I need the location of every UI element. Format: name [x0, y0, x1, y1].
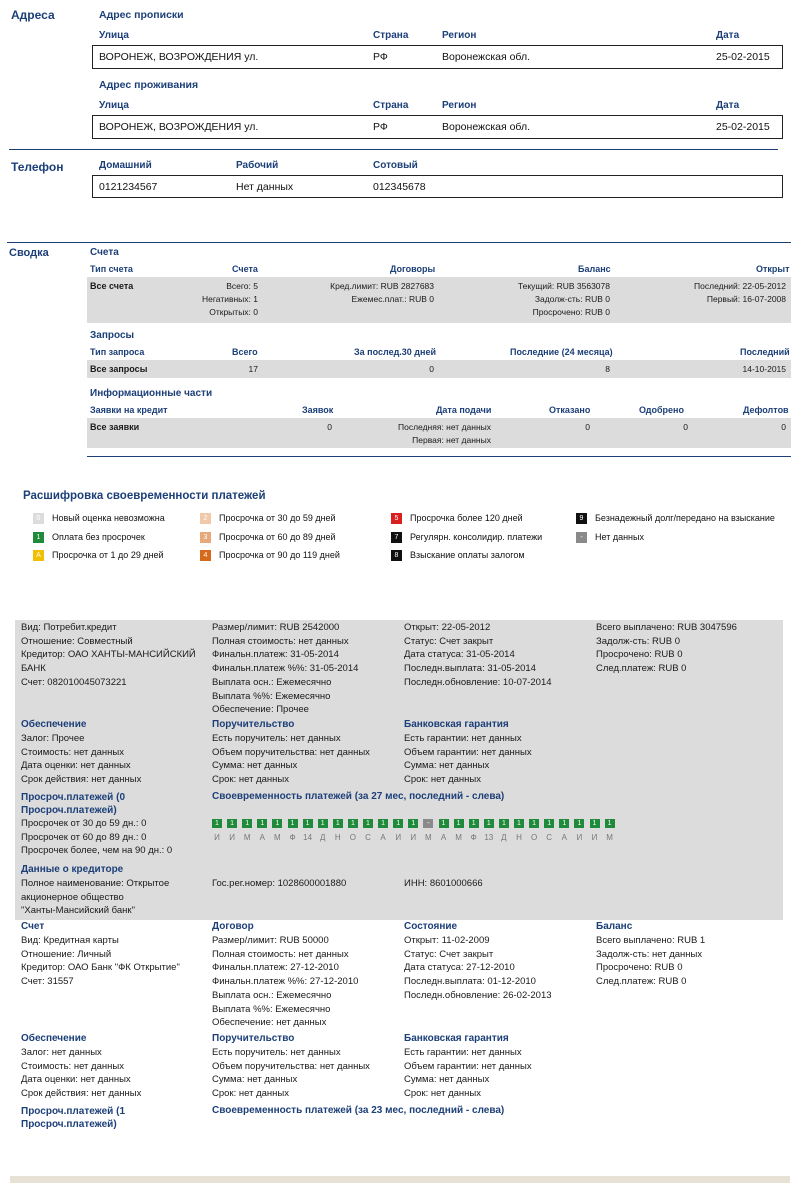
creditor-inn: ИНН: 8601000666	[404, 878, 483, 889]
info-defaults-header: Дефолтов	[743, 405, 789, 415]
payment-month-label: Ф	[289, 833, 296, 842]
legend-title: Расшифровка своевременности платежей	[23, 490, 266, 502]
payment-month-label: М	[425, 833, 432, 842]
overdue-line: Просрочек более, чем на 90 дн.: 0	[21, 845, 173, 857]
collateral-line: Срок действия: нет данных	[21, 774, 142, 786]
phone-mobile: 012345678	[373, 181, 426, 193]
phone-mobile-header: Сотовый	[373, 160, 418, 171]
legend-code-box: 5	[391, 513, 402, 524]
surety-line: Есть поручитель: нет данных	[212, 1047, 341, 1058]
account2-contract: Выплата %%: Ежемесячно	[212, 1003, 331, 1015]
guarantee-title: Банковская гарантия	[404, 719, 509, 730]
account2-contract: Обеспечение: нет данных	[212, 1017, 327, 1029]
payment-status-cell: 1	[272, 819, 282, 828]
payment-status-cell: 1	[544, 819, 554, 828]
account1-contract: Обеспечение: Прочее	[212, 704, 309, 716]
account2-detail: Отношение: Личный	[21, 948, 112, 960]
info-row-label: Все заявки	[90, 422, 140, 432]
account2-balance: Просрочено: RUB 0	[596, 962, 683, 974]
account1-detail: Кредитор: ОАО ХАНТЫ-МАНСИЙСКИЙ	[21, 649, 196, 661]
account1-detail: Вид: Потребит.кредит	[21, 622, 117, 633]
collateral-line: Срок действия: нет данных	[21, 1088, 142, 1100]
payment-month-label: С	[546, 833, 553, 842]
info-approved-header: Одобрено	[639, 405, 684, 415]
payment-month-label: О	[530, 833, 538, 842]
payment-month-label: М	[606, 833, 613, 842]
payment-month-label: М	[274, 833, 281, 842]
collateral-title: Обеспечение	[21, 719, 87, 730]
guarantee-line: Сумма: нет данных	[404, 1074, 490, 1086]
info-defaults: 0	[781, 422, 786, 432]
payment-month-label: М	[455, 833, 462, 842]
account2-state: Последн.выплата: 01-12-2010	[404, 976, 536, 988]
phone-section-title: Телефон	[11, 160, 64, 174]
legend-code-box: 0	[33, 513, 44, 524]
acc-open: Открытых: 0	[209, 307, 258, 317]
account1-contract: Финальн.платеж %%: 31-05-2014	[212, 663, 359, 675]
guarantee-title: Банковская гарантия	[404, 1033, 509, 1044]
info-approved: 0	[683, 422, 688, 432]
collateral-line: Дата оценки: нет данных	[21, 760, 131, 772]
account1-state: Последн.обновление: 10-07-2014	[404, 676, 552, 688]
payment-month-label: И	[591, 833, 598, 842]
legend-code-box: 8	[391, 550, 402, 561]
req-last30: 0	[429, 364, 434, 374]
account2-detail: Кредитор: ОАО Банк "ФК Открытие"	[21, 962, 180, 974]
legend-label: Просрочка от 60 до 89 дней	[219, 532, 336, 542]
reg-date-header: Дата	[716, 30, 740, 41]
surety-line: Есть поручитель: нет данных	[212, 733, 341, 744]
info-last-date: Последняя: нет данных	[398, 422, 491, 432]
payment-month-label: Н	[334, 833, 341, 842]
payment-status-cell: 1	[257, 819, 267, 828]
account2-contract: Финальн.платеж: 27-12-2010	[212, 962, 339, 974]
reg-street: ВОРОНЕЖ, ВОЗРОЖДЕНИЯ ул.	[99, 51, 259, 63]
account1-contract: Размер/лимит: RUB 2542000	[212, 622, 340, 633]
account2-balance: След.платеж: RUB 0	[596, 976, 687, 988]
surety-title: Поручительство	[212, 719, 295, 730]
phone-work-header: Рабочий	[236, 160, 279, 171]
account2-detail: Вид: Кредитная карты	[21, 935, 119, 946]
collateral-line: Залог: Прочее	[21, 733, 85, 744]
payment-status-cell: 1	[408, 819, 418, 828]
surety-line: Объем поручительства: нет данных	[212, 746, 370, 758]
acc-overdue: Просрочено: RUB 0	[532, 307, 610, 317]
account2-state: Статус: Счет закрыт	[404, 948, 494, 960]
legend-label: Взыскание оплаты залогом	[410, 550, 525, 560]
payment-status-cell: 1	[227, 819, 237, 828]
payment-month-label: А	[259, 833, 265, 842]
legend-label: Новый оценка невозможна	[52, 513, 165, 523]
account2-balance: Всего выплачено: RUB 1	[596, 935, 706, 946]
timeliness-title: Своевременность платежей (за 23 мес, последний - слева)	[212, 1105, 505, 1116]
collateral-line: Стоимость: нет данных	[21, 746, 124, 758]
creditor-title: Данные о кредиторе	[21, 864, 124, 875]
payment-status-cell: 1	[484, 819, 494, 828]
legend-code-box: 7	[391, 532, 402, 543]
res-country: РФ	[373, 121, 388, 133]
guarantee-line: Срок: нет данных	[404, 774, 481, 786]
res-region: Воронежская обл.	[442, 121, 531, 133]
req-type-header: Тип запроса	[90, 347, 145, 357]
account2-contract: Финальн.платеж %%: 27-12-2010	[212, 976, 359, 988]
acc-first: Первый: 16-07-2008	[706, 294, 786, 304]
residence-address-title: Адрес проживания	[99, 79, 199, 91]
balance-header: Баланс	[596, 921, 633, 932]
account1-balance: След.платеж: RUB 0	[596, 663, 687, 675]
reg-street-header: Улица	[99, 30, 129, 41]
summary-section-title: Сводка	[9, 247, 49, 259]
acc-total: Всего: 5	[226, 281, 258, 291]
res-region-header: Регион	[442, 100, 477, 111]
payment-status-cell: 1	[242, 819, 252, 828]
creditor-name-line: "Ханты-Мансийский банк"	[21, 905, 135, 917]
info-rejected: 0	[585, 422, 590, 432]
payment-month-label: Д	[501, 833, 507, 842]
payment-month-label: А	[380, 833, 386, 842]
legend-label: Безнадежный долг/передано на взыскание	[595, 513, 775, 523]
reg-country-header: Страна	[373, 30, 409, 41]
account2-detail: Счет: 31557	[21, 976, 74, 988]
account1-detail: Счет: 082010045073221	[21, 676, 127, 688]
payment-status-cell: 1	[393, 819, 403, 828]
payment-month-label: А	[561, 833, 567, 842]
payment-status-cell: 1	[590, 819, 600, 828]
reg-date: 25-02-2015	[716, 51, 770, 63]
account1-balance: Просрочено: RUB 0	[596, 649, 683, 661]
contract-header: Договор	[212, 921, 254, 932]
footer-strip	[10, 1176, 790, 1183]
reg-region-header: Регион	[442, 30, 477, 41]
surety-line: Срок: нет данных	[212, 774, 289, 786]
acc-accounts-header: Счета	[232, 264, 258, 274]
info-count-header: Заявок	[302, 405, 334, 415]
collateral-line: Дата оценки: нет данных	[21, 1074, 131, 1086]
requests-row-label: Все запросы	[90, 364, 148, 374]
legend-code-box: 9	[576, 513, 587, 524]
payment-month-label: И	[214, 833, 220, 842]
addresses-section-title: Адреса	[11, 8, 55, 22]
account1-contract: Выплата %%: Ежемесячно	[212, 690, 331, 702]
legend-code-box: 3	[200, 532, 211, 543]
creditor-name-line: акционерное общество	[21, 891, 124, 903]
state-header: Состояние	[404, 921, 458, 932]
collateral-line: Стоимость: нет данных	[21, 1060, 124, 1072]
payment-status-cell: 1	[363, 819, 373, 828]
surety-line: Сумма: нет данных	[212, 760, 298, 772]
account1-contract: Выплата осн.: Ежемесячно	[212, 676, 332, 688]
account1-state: Последн.выплата: 31-05-2014	[404, 663, 536, 675]
legend-code-box: 2	[200, 513, 211, 524]
payment-month-label: 13	[484, 833, 494, 842]
account1-detail: Отношение: Совместный	[21, 635, 133, 647]
divider	[9, 149, 778, 150]
req-total-header: Всего	[232, 347, 258, 357]
res-street: ВОРОНЕЖ, ВОЗРОЖДЕНИЯ ул.	[99, 121, 259, 133]
legend-label: Регулярн. консолидир. платежи	[410, 532, 543, 542]
acc-monthly-payment: Ежемес.плат.: RUB 0	[351, 294, 434, 304]
req-last24: 8	[605, 364, 610, 374]
legend-code-box: A	[33, 550, 44, 561]
req-last: 14-10-2015	[742, 364, 786, 374]
acc-opened-header: Открыт	[756, 264, 790, 274]
payment-status-cell: 1	[605, 819, 615, 828]
account2-state: Последн.обновление: 26-02-2013	[404, 989, 552, 1001]
legend-label: Нет данных	[595, 532, 644, 542]
account2-contract: Полная стоимость: нет данных	[212, 948, 349, 960]
accounts-title: Счета	[90, 247, 119, 258]
overdue-line: Просрочек от 30 до 59 дн.: 0	[21, 818, 147, 829]
payment-month-label: 14	[303, 833, 313, 842]
registration-address-row	[92, 45, 783, 69]
payment-month-label: С	[365, 833, 371, 842]
res-country-header: Страна	[373, 100, 409, 111]
payment-month-label: А	[440, 833, 447, 842]
account1-state: Статус: Счет закрыт	[404, 635, 494, 647]
info-date-header: Дата подачи	[436, 405, 492, 415]
payment-status-cell: 1	[348, 819, 358, 828]
acc-current: Текущий: RUB 3563078	[517, 281, 610, 291]
divider	[7, 242, 791, 243]
payment-month-label: М	[243, 833, 251, 842]
account1-contract: Полная стоимость: нет данных	[212, 635, 349, 647]
guarantee-line: Объем гарантии: нет данных	[404, 1060, 532, 1072]
legend-code-box: -	[576, 532, 587, 543]
guarantee-line: Есть гарантии: нет данных	[404, 1047, 522, 1058]
account2-state: Дата статуса: 27-12-2010	[404, 962, 515, 974]
legend-code-box: 4	[200, 550, 211, 561]
info-first-date: Первая: нет данных	[412, 435, 491, 445]
payment-status-cell: 1	[514, 819, 524, 828]
phone-work: Нет данных	[236, 181, 294, 193]
payment-month-label: И	[395, 833, 402, 842]
acc-credit-limit: Кред.лимит: RUB 2827683	[330, 281, 434, 291]
residence-address-row	[92, 115, 783, 139]
acc-last: Последний: 22-05-2012	[694, 281, 786, 291]
phone-home: 0121234567	[99, 181, 158, 193]
payment-status-cell: 1	[288, 819, 298, 828]
res-street-header: Улица	[99, 100, 129, 111]
payment-month-label: Д	[319, 833, 326, 842]
account-header: Счет	[21, 921, 45, 932]
info-title: Информационные части	[90, 388, 213, 399]
res-date-header: Дата	[716, 100, 740, 111]
surety-title: Поручительство	[212, 1033, 295, 1044]
overdue-line: Просрочек от 60 до 89 дн.: 0	[21, 831, 147, 843]
payment-month-label: И	[576, 833, 583, 842]
acc-negative: Негативных: 1	[202, 294, 258, 304]
surety-line: Сумма: нет данных	[212, 1074, 298, 1086]
accounts-row-label: Все счета	[90, 281, 134, 291]
legend-label: Оплата без просрочек	[52, 532, 145, 542]
legend-label: Просрочка более 120 дней	[410, 513, 523, 523]
payment-status-cell: 1	[529, 819, 539, 828]
payment-month-label: Ф	[470, 833, 477, 842]
payment-status-cell: 1	[454, 819, 464, 828]
collateral-title: Обеспечение	[21, 1033, 87, 1044]
account1-detail: БАНК	[21, 663, 46, 675]
legend-label: Просрочка от 90 до 119 дней	[219, 550, 340, 560]
payment-status-cell: 1	[378, 819, 388, 828]
payment-status-cell: 1	[303, 819, 313, 828]
info-count: 0	[327, 422, 332, 432]
info-apps-header: Заявки на кредит	[90, 405, 168, 415]
surety-line: Объем поручительства: нет данных	[212, 1060, 370, 1072]
account2-state: Открыт: 11-02-2009	[404, 935, 490, 946]
account1-state: Открыт: 22-05-2012	[404, 622, 491, 633]
payment-month-label: И	[410, 833, 417, 842]
reg-country: РФ	[373, 51, 388, 63]
req-last30-header: За послед.30 дней	[354, 347, 436, 357]
acc-debt: Задолж-сть: RUB 0	[534, 294, 610, 304]
phone-row	[92, 175, 783, 198]
timeliness-title: Своевременность платежей (за 27 мес, последний - слева)	[212, 791, 505, 802]
payment-month-label: О	[349, 833, 356, 842]
res-date: 25-02-2015	[716, 121, 770, 133]
payment-status-cell: 1	[318, 819, 328, 828]
account2-balance: Задолж-сть: нет данных	[596, 948, 703, 960]
account1-state: Дата статуса: 31-05-2014	[404, 649, 515, 661]
acc-balance-header: Баланс	[578, 264, 611, 274]
surety-line: Срок: нет данных	[212, 1088, 289, 1100]
account1-balance: Задолж-сть: RUB 0	[596, 635, 681, 647]
overdue-title: Просроч.платежей (1 Просроч.платежей)	[21, 1106, 126, 1130]
req-last24-header: Последние (24 месяца)	[510, 347, 613, 357]
payment-month-label: Н	[516, 833, 522, 842]
overdue-title: Просроч.платежей (0 Просроч.платежей)	[21, 792, 126, 816]
account1-contract: Финальн.платеж: 31-05-2014	[212, 649, 339, 661]
legend-label: Просрочка от 30 до 59 дней	[219, 513, 336, 523]
payment-status-cell: 1	[559, 819, 569, 828]
guarantee-line: Есть гарантии: нет данных	[404, 733, 522, 744]
reg-region: Воронежская обл.	[442, 51, 531, 63]
payment-status-cell: 1	[574, 819, 584, 828]
requests-title: Запросы	[90, 330, 135, 341]
collateral-line: Залог: нет данных	[21, 1047, 102, 1058]
payment-status-cell: 1	[499, 819, 509, 828]
payment-status-cell: 1	[439, 819, 449, 828]
acc-type-header: Тип счета	[90, 264, 133, 274]
guarantee-line: Срок: нет данных	[404, 1088, 481, 1100]
creditor-reg-number: Гос.рег.номер: 1028600001880	[212, 878, 347, 889]
req-total: 17	[248, 364, 258, 374]
creditor-name-line: Полное наименование: Открытое	[21, 878, 170, 889]
payment-status-cell: -	[423, 819, 433, 828]
guarantee-line: Объем гарантии: нет данных	[404, 746, 532, 758]
acc-contracts-header: Договоры	[390, 264, 436, 274]
payment-status-cell: 1	[333, 819, 343, 828]
registration-address-title: Адрес прописки	[99, 9, 184, 21]
legend-label: Просрочка от 1 до 29 дней	[52, 550, 164, 560]
payment-status-cell: 1	[469, 819, 479, 828]
phone-home-header: Домашний	[99, 160, 152, 171]
account1-balance: Всего выплачено: RUB 3047596	[596, 622, 737, 633]
info-rejected-header: Отказано	[549, 405, 591, 415]
legend-code-box: 1	[33, 532, 44, 543]
account2-contract: Размер/лимит: RUB 50000	[212, 935, 329, 946]
account2-contract: Выплата осн.: Ежемесячно	[212, 989, 332, 1001]
guarantee-line: Сумма: нет данных	[404, 760, 490, 772]
req-last-header: Последний	[740, 347, 790, 357]
divider	[87, 456, 791, 457]
payment-month-label: И	[229, 833, 235, 842]
payment-status-cell: 1	[212, 819, 222, 828]
